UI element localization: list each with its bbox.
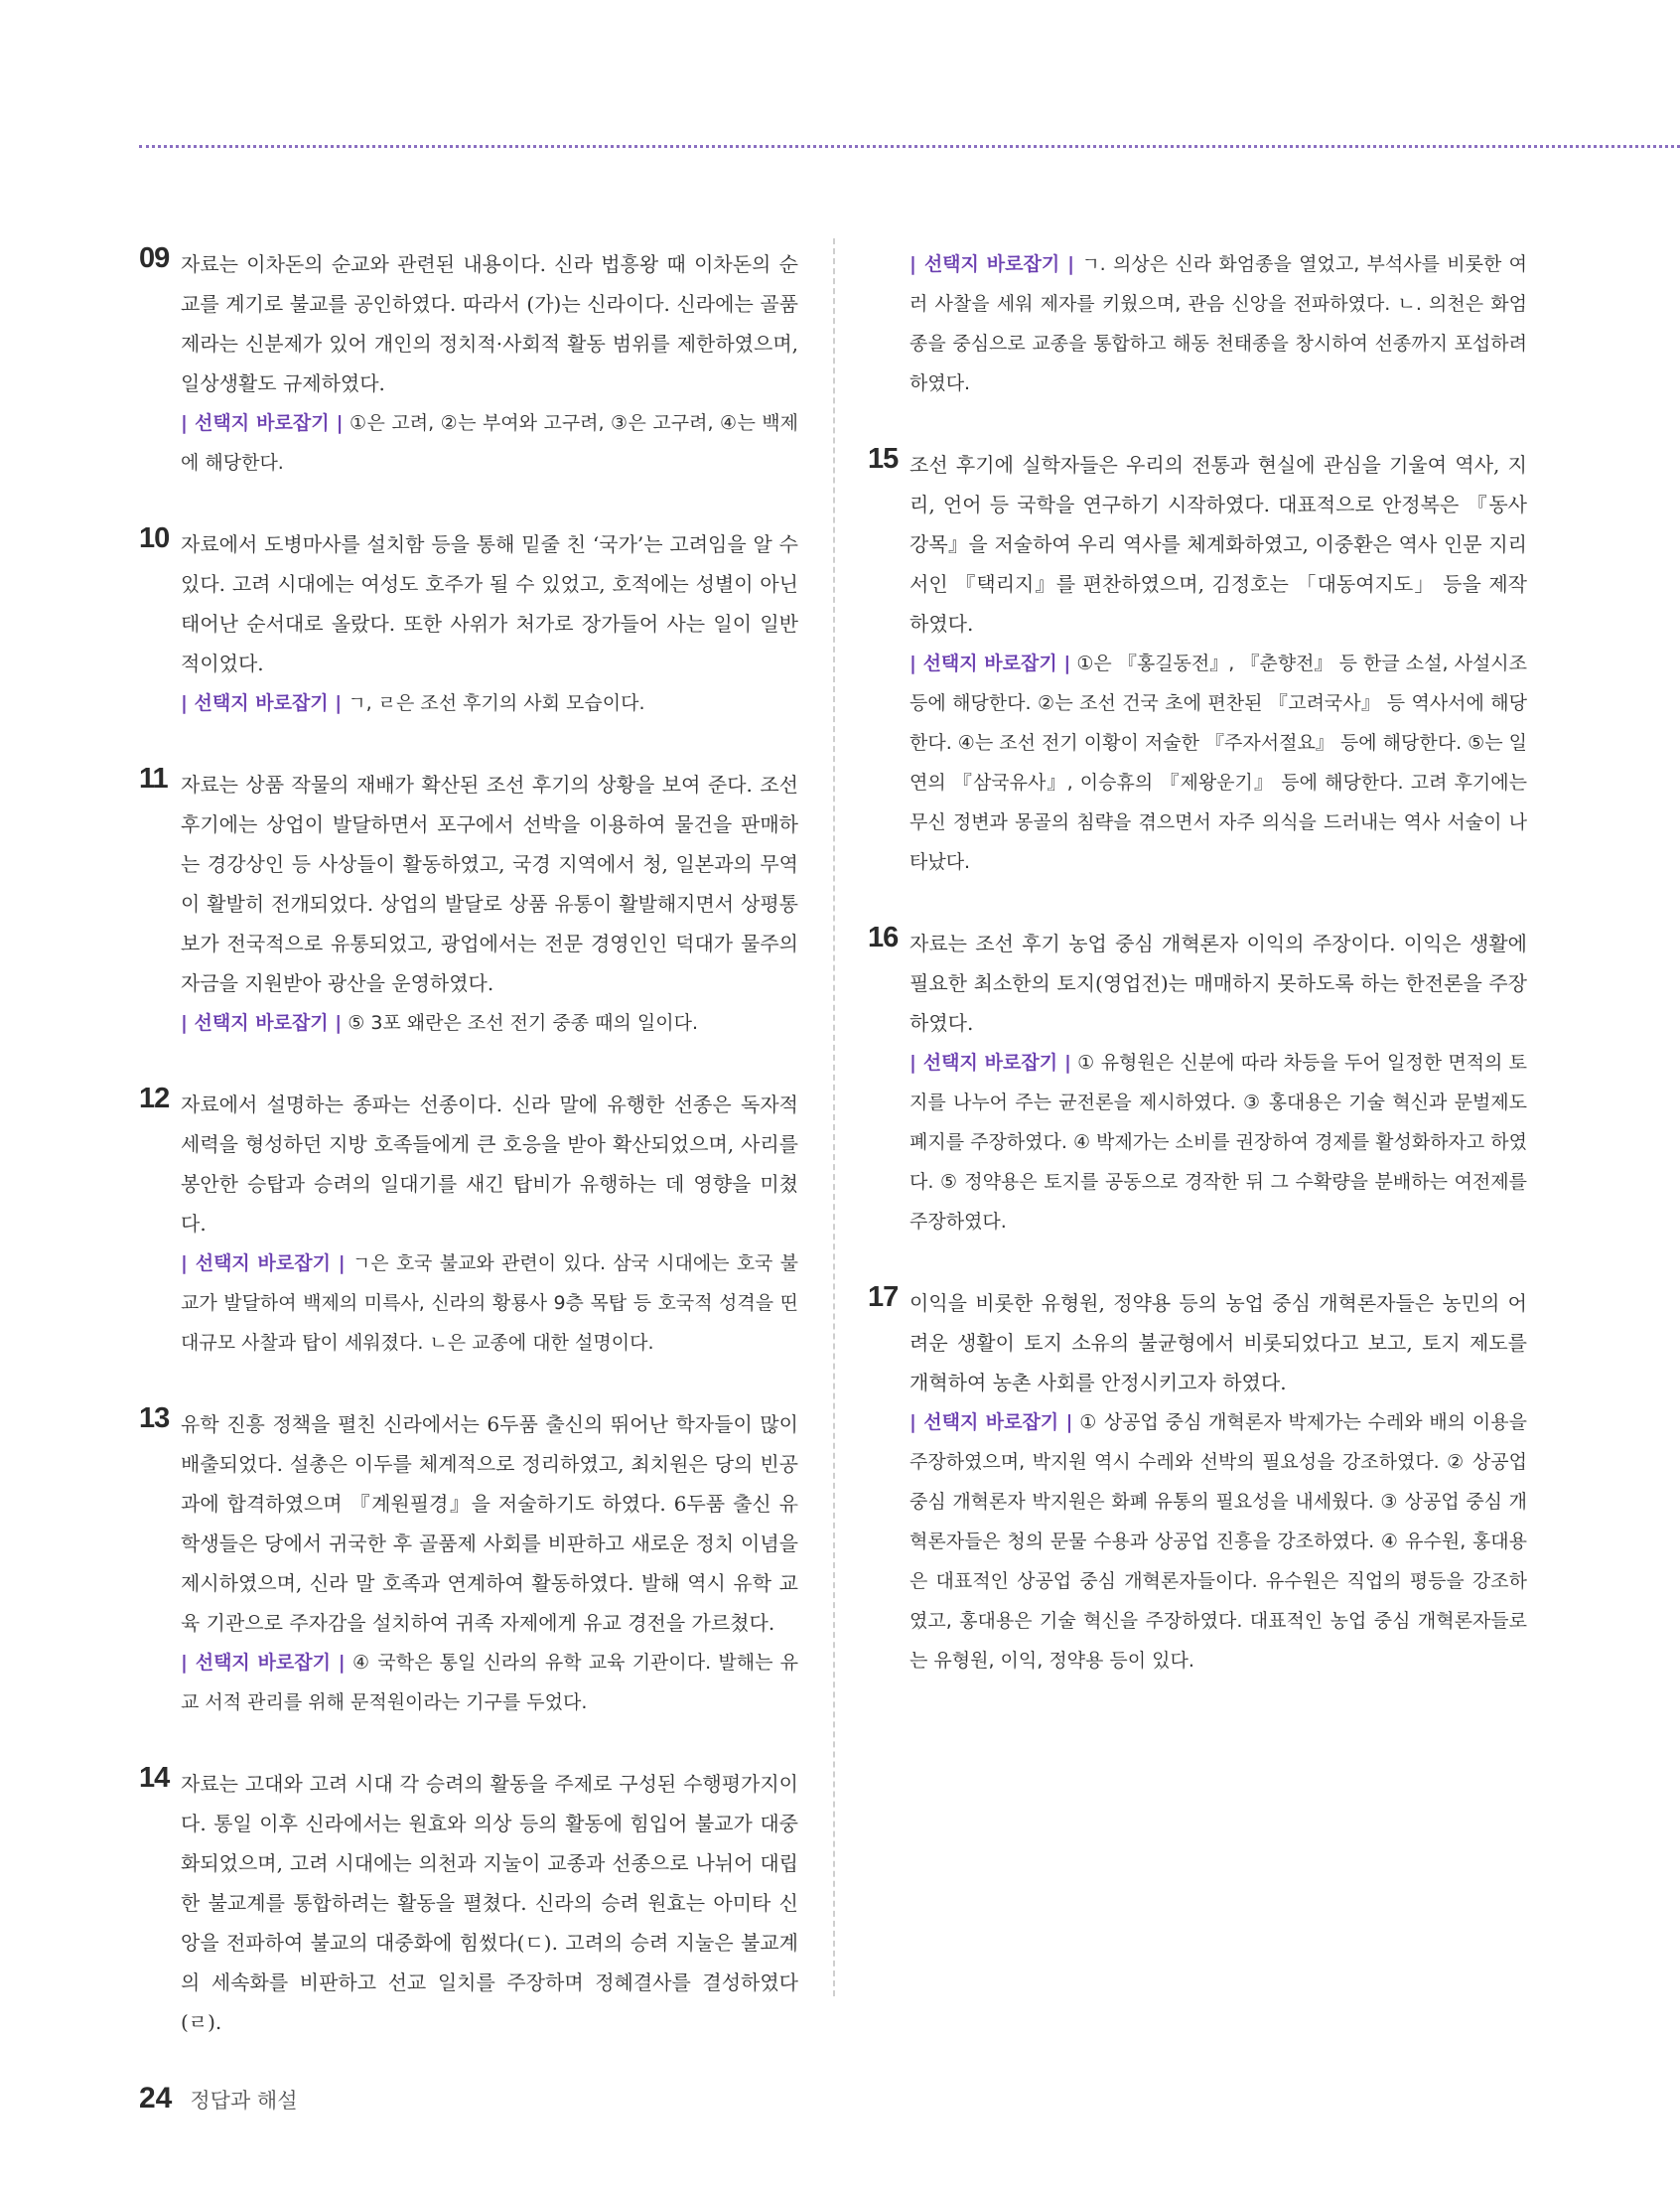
choice-correction xyxy=(181,403,798,483)
choice-correction xyxy=(910,644,1527,882)
choice-correction-text: ㄱ, ㄹ은 조선 후기의 사회 모습이다. xyxy=(348,692,645,714)
choice-correction-tag: | 선택지 바로잡기 | xyxy=(910,1052,1071,1074)
answer-item-17 xyxy=(868,1283,1527,1680)
choice-correction-tag: | 선택지 바로잡기 | xyxy=(910,253,1075,275)
answer-item-14-continued xyxy=(868,244,1527,403)
item-number: 09 xyxy=(139,242,170,274)
choice-correction xyxy=(910,244,1527,403)
choice-correction-tag: | 선택지 바로잡기 | xyxy=(181,1652,346,1674)
item-number: 15 xyxy=(868,443,899,475)
choice-correction xyxy=(181,1243,798,1363)
item-explanation: 자료는 조선 후기 농업 중심 개혁론자 이익의 주장이다. 이익은 생활에 필요한 최소한의 토지(영업전)는 매매하지 못하도록 하는 한전론을 주장하였다. xyxy=(910,932,1527,1035)
item-number: 10 xyxy=(139,522,170,554)
item-number: 11 xyxy=(139,763,168,795)
left-column xyxy=(139,244,798,2084)
item-number: 17 xyxy=(868,1281,899,1313)
item-number: 13 xyxy=(139,1402,170,1434)
choice-correction-text: ①은 고려, ②는 부여와 고구려, ③은 고구려, ④는 백제에 해당한다. xyxy=(181,412,799,474)
choice-correction-text: ① 상공업 중심 개혁론자 박제가는 수레와 배의 이용을 주장하였으며, 박지원 역시 수레와 선박의 필요성을 강조하였다. ② 상공업 중심 개혁론자 박지원은 화폐 유통의 필요성을 내세웠다. ③ 상공업 중심 개혁론자들은 청의 문물 수용과 상공업 진흥을 강조하였다. ④ 유수원, 홍대용은 대표적인 상공업 중심 개혁론자들이다. 유수원은 직업의 평등을 강조하였고, 홍대용은 기술 혁신을 주장하였다. 대표적인 농업 중심 개혁론자들로는 유형원, 이익, 정약용 등이 있다. xyxy=(910,1411,1527,1672)
choice-correction xyxy=(910,1043,1527,1241)
choice-correction xyxy=(910,1402,1527,1680)
choice-correction-text: ① 유형원은 신분에 따라 차등을 두어 일정한 면적의 토지를 나누어 주는 균전론을 제시하였다. ③ 홍대용은 기술 혁신과 문벌제도 폐지를 주장하였다. ④ 박제가는 소비를 권장하여 경제를 활성화하자고 하였다. ⑤ 정약용은 토지를 공동으로 경작한 뒤 그 수확량을 분배하는 여전제를 주장하였다. xyxy=(910,1052,1528,1233)
choice-correction-tag: | 선택지 바로잡기 | xyxy=(181,412,344,434)
item-number: 14 xyxy=(139,1762,170,1794)
choice-correction xyxy=(181,1003,798,1043)
footer-section-label: 정답과 해설 xyxy=(190,2089,298,2113)
item-explanation: 자료에서 설명하는 종파는 선종이다. 신라 말에 유행한 선종은 독자적 세력을 형성하던 지방 호족들에게 큰 호응을 받아 확산되었으며, 사리를 봉안한 승탑과 승려의 일대기를 새긴 탑비가 유행하는 데 영향을 미쳤다. xyxy=(181,1093,798,1236)
answer-item-13 xyxy=(139,1404,798,1722)
choice-correction-text: ㄱ은 호국 불교와 관련이 있다. 삼국 시대에는 호국 불교가 발달하여 백제의 미륵사, 신라의 황룡사 9층 목탑 등 호국적 성격을 띤 대규모 사찰과 탑이 세워졌다. ㄴ은 교종에 대한 설명이다. xyxy=(181,1252,798,1354)
answer-item-10 xyxy=(139,524,798,723)
page-number: 24 xyxy=(139,2082,173,2115)
choice-correction xyxy=(181,683,798,723)
answer-item-16 xyxy=(868,924,1527,1241)
choice-correction-text: ㄱ. 의상은 신라 화엄종을 열었고, 부석사를 비롯한 여러 사찰을 세워 제자를 키웠으며, 관음 신앙을 전파하였다. ㄴ. 의천은 화엄종을 중심으로 교종을 통합하고 해동 천태종을 창시하여 선종까지 포섭하려 하였다. xyxy=(910,253,1527,394)
page-footer xyxy=(139,2082,297,2116)
answer-item-11 xyxy=(139,765,798,1043)
answer-item-14 xyxy=(139,1764,798,2042)
item-number: 12 xyxy=(139,1083,170,1114)
answer-item-09 xyxy=(139,244,798,483)
answer-item-15 xyxy=(868,445,1527,882)
right-column xyxy=(868,244,1527,1722)
item-explanation: 자료에서 도병마사를 설치함 등을 통해 밑줄 친 ‘국가’는 고려임을 알 수 있다. 고려 시대에는 여성도 호주가 될 수 있었고, 호적에는 성별이 아닌 태어난 순서대로 올랐다. 또한 사위가 처가로 장가들어 사는 일이 일반적이었다. xyxy=(181,532,798,675)
item-explanation: 유학 진흥 정책을 펼친 신라에서는 6두품 출신의 뛰어난 학자들이 많이 배출되었다. 설총은 이두를 체계적으로 정리하였고, 최치원은 당의 빈공과에 합격하였으며 『계원필경』을 저술하기도 하였다. 6두품 출신 유학생들은 당에서 귀국한 후 골품제 사회를 비판하고 새로운 정치 이념을 제시하였으며, 신라 말 호족과 연계하여 활동하였다. 발해 역시 유학 교육 기관으로 주자감을 설치하여 귀족 자제에게 유교 경전을 가르쳤다. xyxy=(181,1412,798,1635)
item-explanation: 자료는 상품 작물의 재배가 확산된 조선 후기의 상황을 보여 준다. 조선 후기에는 상업이 발달하면서 포구에서 선박을 이용하여 물건을 판매하는 경강상인 등 사상들이 활동하였고, 국경 지역에서 청, 일본과의 무역이 활발히 전개되었다. 상업의 발달로 상품 유통이 활발해지면서 상평통보가 전국적으로 유통되었고, 광업에서는 전문 경영인인 덕대가 물주의 자금을 지원받아 광산을 운영하였다. xyxy=(181,773,798,995)
column-divider xyxy=(833,238,835,1996)
choice-correction-text: ④ 국학은 통일 신라의 유학 교육 기관이다. 발해는 유교 서적 관리를 위해 문적원이라는 기구를 두었다. xyxy=(181,1652,798,1713)
choice-correction-tag: | 선택지 바로잡기 | xyxy=(910,1411,1073,1433)
answer-item-12 xyxy=(139,1085,798,1363)
choice-correction-tag: | 선택지 바로잡기 | xyxy=(181,692,343,714)
item-explanation: 조선 후기에 실학자들은 우리의 전통과 현실에 관심을 기울여 역사, 지리, 언어 등 국학을 연구하기 시작하였다. 대표적으로 안정복은 『동사강목』을 저술하여 우리 역사를 체계화하였고, 이중환은 역사 인문 지리서인 『택리지』를 편찬하였으며, 김정호는 「대동여지도」 등을 제작하였다. xyxy=(910,453,1527,636)
choice-correction-text: ①은 『홍길동전』, 『춘향전』 등 한글 소설, 사설시조 등에 해당한다. ②는 조선 건국 초에 편찬된 『고려국사』 등 역사서에 해당한다. ④는 조선 전기 이황이 저술한 『주자서절요』 등에 해당한다. ⑤는 일연의 『삼국유사』, 이승휴의 『제왕운기』 등에 해당한다. 고려 후기에는 무신 정변과 몽골의 침략을 겪으면서 자주 의식을 드러내는 역사 서술이 나타났다. xyxy=(910,653,1527,873)
item-explanation: 자료는 고대와 고려 시대 각 승려의 활동을 주제로 구성된 수행평가지이다. 통일 이후 신라에서는 원효와 의상 등의 활동에 힘입어 불교가 대중화되었으며, 고려 시대에는 의천과 지눌이 교종과 선종으로 나뉘어 대립한 불교계를 통합하려는 활동을 펼쳤다. 신라의 승려 원효는 아미타 신앙을 전파하여 불교의 대중화에 힘썼다(ㄷ). 고려의 승려 지눌은 불교계의 세속화를 비판하고 선교 일치를 주장하며 정혜결사를 결성하였다(ㄹ). xyxy=(181,1772,798,2034)
choice-correction-tag: | 선택지 바로잡기 | xyxy=(181,1012,343,1034)
item-explanation: 이익을 비롯한 유형원, 정약용 등의 농업 중심 개혁론자들은 농민의 어려운 생활이 토지 소유의 불균형에서 비롯되었다고 보고, 토지 제도를 개혁하여 농촌 사회를 안정시키고자 하였다. xyxy=(910,1291,1527,1394)
choice-correction-tag: | 선택지 바로잡기 | xyxy=(910,653,1071,674)
item-explanation: 자료는 이차돈의 순교와 관련된 내용이다. 신라 법흥왕 때 이차돈의 순교를 계기로 불교를 공인하였다. 따라서 (가)는 신라이다. 신라에는 골품제라는 신분제가 있어 개인의 정치적·사회적 활동 범위를 제한하였으며, 일상생활도 규제하였다. xyxy=(181,252,798,395)
item-number: 16 xyxy=(868,922,899,953)
choice-correction-tag: | 선택지 바로잡기 | xyxy=(181,1252,346,1274)
top-dotted-rule xyxy=(139,145,1680,148)
choice-correction xyxy=(181,1643,798,1722)
choice-correction-text: ⑤ 3포 왜란은 조선 전기 중종 때의 일이다. xyxy=(348,1012,698,1034)
